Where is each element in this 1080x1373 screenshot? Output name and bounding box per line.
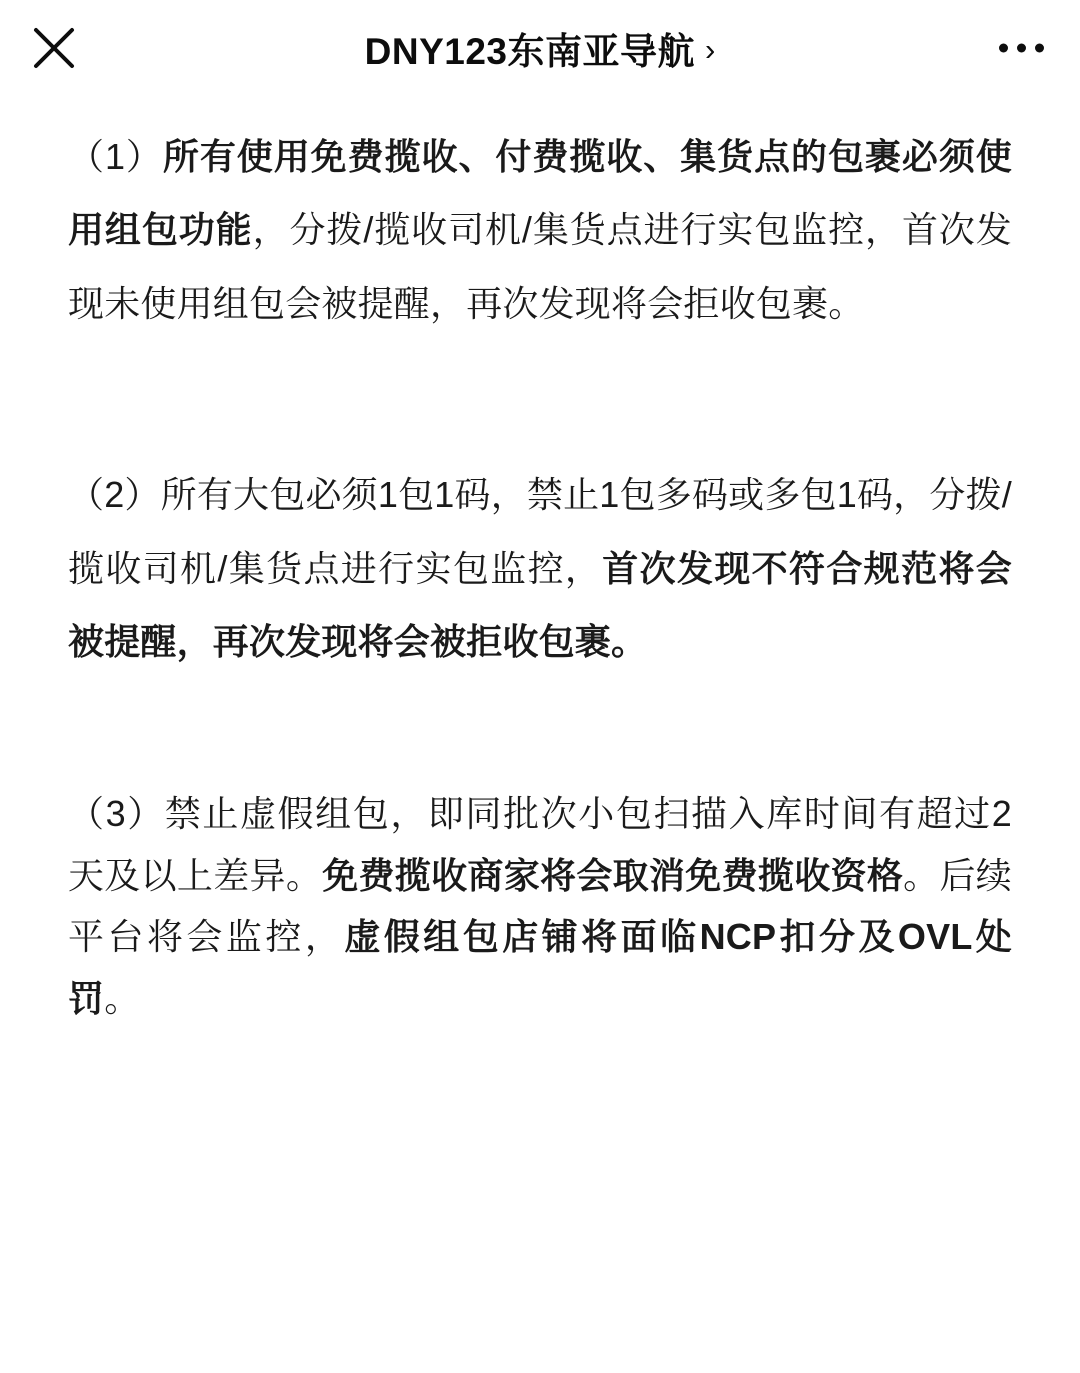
text-run-2: 。后续平台将会监控， — [68, 854, 1012, 958]
paragraph-spacer-2 — [68, 679, 1012, 783]
paragraph-spacer-1 — [68, 340, 1012, 458]
page-title-area[interactable] — [365, 21, 716, 75]
more-options-button[interactable] — [993, 32, 1050, 65]
text-run-0: （1） — [68, 136, 163, 177]
paragraph-rule-2 — [68, 458, 1012, 678]
text-run-0: （2）所有大包必须1包1码，禁止1包多码或多包1码，分拨/揽收司机/集货点进行实包监控， — [68, 474, 1012, 589]
text-run-2: ，分拨/揽收司机/集货点进行实包监控，首次发现未使用组包会被提醒，再次发现将会拒收包裹。 — [68, 209, 1012, 324]
text-run-3: 虚假组包店铺将面临NCP扣分及OVL处罚 — [68, 916, 1012, 1020]
top-navigation-bar — [0, 0, 1080, 96]
paragraph-rule-3 — [68, 783, 1012, 1031]
close-icon — [31, 25, 77, 71]
chevron-right-icon: › — [705, 31, 716, 67]
more-options-icon-dot-2 — [1017, 44, 1026, 53]
text-run-4: 。 — [104, 978, 141, 1020]
more-options-icon-dot-1 — [999, 44, 1008, 53]
paragraph-rule-1 — [68, 120, 1012, 340]
text-run-0: （3）禁止虚假组包，即同批次小包扫描入库时间有超过2天及以上差异。 — [68, 792, 1012, 896]
page-title: DNY123东南亚导航 — [364, 31, 696, 72]
more-options-icon-dot-3 — [1035, 44, 1044, 53]
article-content — [0, 96, 1080, 1030]
close-button[interactable] — [28, 22, 80, 74]
text-run-1: 首次发现不符合规范将会被提醒，再次发现将会被拒收包裹。 — [68, 547, 1012, 663]
text-run-1: 所有使用免费揽收、付费揽收、集货点的包裹必须使用组包功能 — [68, 136, 1012, 251]
text-run-1: 免费揽收商家将会取消免费揽收资格 — [322, 854, 904, 896]
